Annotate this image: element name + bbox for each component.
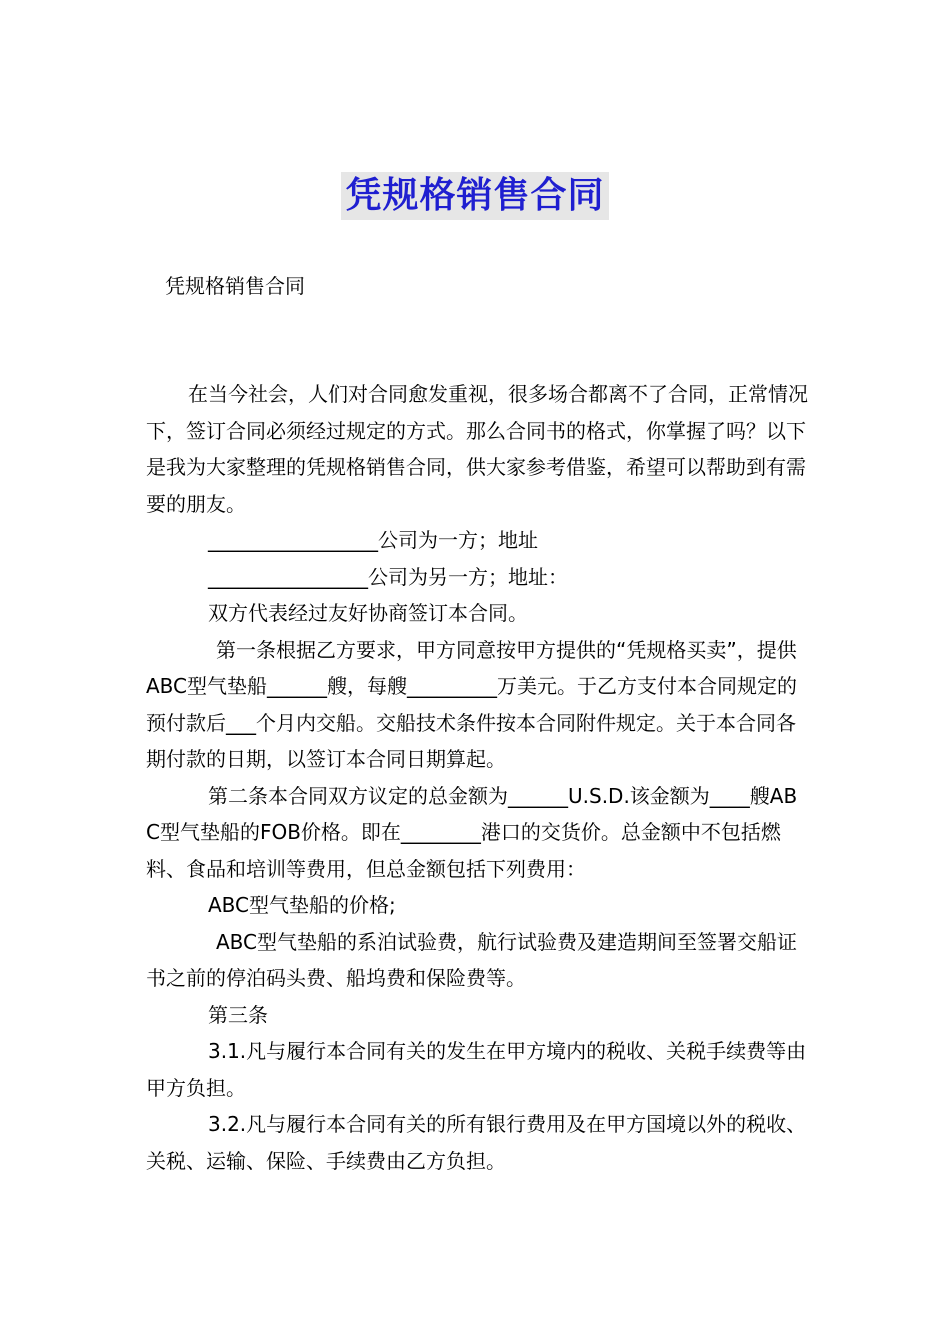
article-3-clause-2: 3.2.凡与履行本合同有关的所有银行费用及在甲方国境以外的税收、关税、运输、保险、手续费由乙方负担。 (146, 1112, 807, 1173)
document-title: 凭规格销售合同 (341, 172, 608, 220)
article-3-clause-1: 3.1.凡与履行本合同有关的发生在甲方境内的税收、关税手续费等由甲方负担。 (146, 1039, 807, 1100)
agreement-statement: 双方代表经过友好协商签订本合同。 (208, 601, 528, 625)
article-1: 第一条根据乙方要求，甲方同意按甲方提供的“凭规格买卖”，提供ABC型气垫船______艘，每艘_________万美元。于乙方支付本合同规定的预付款后___个月内交船。交船技术条件按本合同附件规定。关于本合同各期付款的日期，以签订本合同日期算起。 (146, 637, 798, 771)
article-2: 第二条本合同双方议定的总金额为______U.S.D.该金额为____艘ABC型气垫船的FOB价格。即在________港口的交货价。总金额中不包括燃料、食品和培训等费用，但总金额包括下列费用： (146, 783, 798, 881)
article-2-item-1: ABC型气垫船的价格; (208, 893, 396, 917)
document-body (146, 376, 810, 1179)
article-3-heading: 第三条 (208, 1002, 268, 1027)
intro-paragraph: 在当今社会，人们对合同愈发重视，很多场合都离不了合同，正常情况下，签订合同必须经过规定的方式。那么合同书的格式，你掌握了吗？以下是我为大家整理的凭规格销售合同，供大家参考借鉴，希望可以帮助到有需要的朋友。 (146, 382, 808, 516)
article-2-item-2: ABC型气垫船的系泊试验费，航行试验费及建造期间至签署交船证书之前的停泊码头费、船坞费和保险费等。 (146, 929, 798, 990)
title-container (0, 172, 950, 220)
party-b-line: ________________公司为另一方；地址： (208, 564, 568, 589)
document-subtitle: 凭规格销售合同 (165, 274, 305, 298)
party-a-line: _________________公司为一方；地址 (208, 528, 538, 552)
